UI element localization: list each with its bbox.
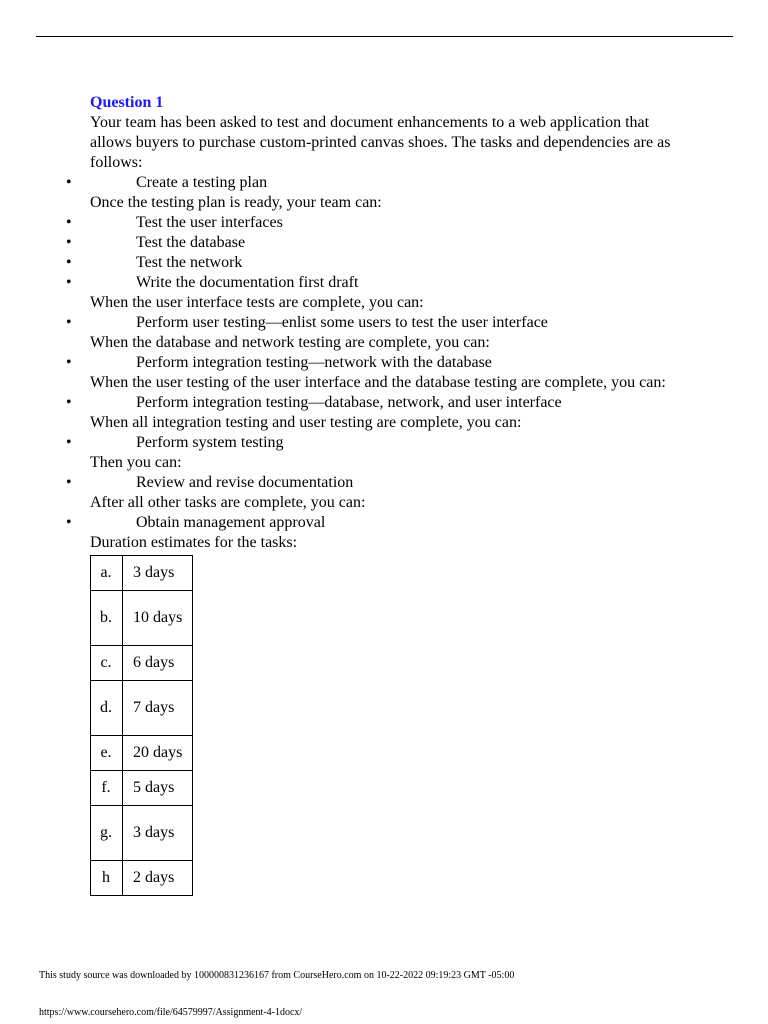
list-item [66, 273, 680, 293]
table-row [91, 861, 193, 896]
task-letter: h [91, 861, 123, 896]
list-item-text: Review and revise documentation [136, 474, 354, 491]
duration-table [90, 555, 193, 896]
paragraph: When the database and network testing are complete, you can: [90, 334, 490, 351]
list-item [66, 513, 680, 533]
paragraph: When all integration testing and user testing are complete, you can: [90, 414, 522, 431]
table-row [91, 681, 193, 736]
bullet-icon: • [66, 274, 72, 291]
table-row [91, 591, 193, 646]
list-item [66, 393, 680, 413]
task-letter: e. [91, 736, 123, 771]
paragraph: When the user interface tests are complete, you can: [90, 294, 424, 311]
bullet-icon: • [66, 354, 72, 371]
task-duration: 5 days [123, 771, 193, 806]
list-item [66, 313, 680, 333]
bullet-icon: • [66, 394, 72, 411]
question-title: Question 1 [90, 94, 164, 111]
list-item-text: Obtain management approval [136, 514, 326, 531]
bullet-icon: • [66, 474, 72, 491]
table-row [91, 806, 193, 861]
bullet-icon: • [66, 234, 72, 251]
list-item-text: Perform integration testing—database, network, and user interface [136, 394, 562, 411]
list-item-text: Write the documentation first draft [136, 274, 359, 291]
list-item-text: Perform user testing—enlist some users to test the user interface [136, 314, 548, 331]
task-duration: 6 days [123, 646, 193, 681]
task-duration: 20 days [123, 736, 193, 771]
bullet-icon: • [66, 254, 72, 271]
bullet-icon: • [66, 214, 72, 231]
table-row [91, 646, 193, 681]
paragraph: Duration estimates for the tasks: [90, 534, 298, 551]
task-letter: d. [91, 681, 123, 736]
task-letter: b. [91, 591, 123, 646]
list-item [66, 433, 680, 453]
list-item-text: Create a testing plan [136, 174, 268, 191]
list-item-text: Perform integration testing—network with the database [136, 354, 492, 371]
download-notice: This study source was downloaded by 100000831236167 from CourseHero.com on 10-22-2022 09:19:23 GMT -05:00 [39, 970, 515, 981]
source-url: https://www.coursehero.com/file/64579997/Assignment-4-1docx/ [39, 1007, 303, 1018]
table-row [91, 736, 193, 771]
task-letter: a. [91, 556, 123, 591]
list-item [66, 233, 680, 253]
top-rule [36, 36, 733, 37]
bullet-icon: • [66, 174, 72, 191]
task-list [66, 173, 680, 553]
paragraph: Then you can: [90, 454, 182, 471]
list-item-text: Perform system testing [136, 434, 284, 451]
task-letter: f. [91, 771, 123, 806]
question-intro: Your team has been asked to test and document enhancements to a web application that allows buyers to purchase custom-printed canvas shoes. The tasks and dependencies are as follows: [90, 114, 671, 171]
task-letter: g. [91, 806, 123, 861]
question-content [66, 93, 680, 896]
task-duration: 10 days [123, 591, 193, 646]
task-duration: 2 days [123, 861, 193, 896]
bullet-icon: • [66, 314, 72, 331]
paragraph: When the user testing of the user interface and the database testing are complete, you can: [90, 374, 666, 391]
task-duration: 3 days [123, 556, 193, 591]
paragraph: After all other tasks are complete, you can: [90, 494, 366, 511]
table-row [91, 771, 193, 806]
bullet-icon: • [66, 434, 72, 451]
paragraph: Once the testing plan is ready, your team can: [90, 194, 382, 211]
list-item-text: Test the database [136, 234, 246, 251]
list-item [66, 173, 680, 193]
list-item [66, 353, 680, 373]
list-item-text: Test the network [136, 254, 243, 271]
list-item [66, 253, 680, 273]
table-row [91, 556, 193, 591]
list-item-text: Test the user interfaces [136, 214, 283, 231]
task-letter: c. [91, 646, 123, 681]
bullet-icon: • [66, 514, 72, 531]
list-item [66, 473, 680, 493]
list-item [66, 213, 680, 233]
task-duration: 3 days [123, 806, 193, 861]
task-duration: 7 days [123, 681, 193, 736]
